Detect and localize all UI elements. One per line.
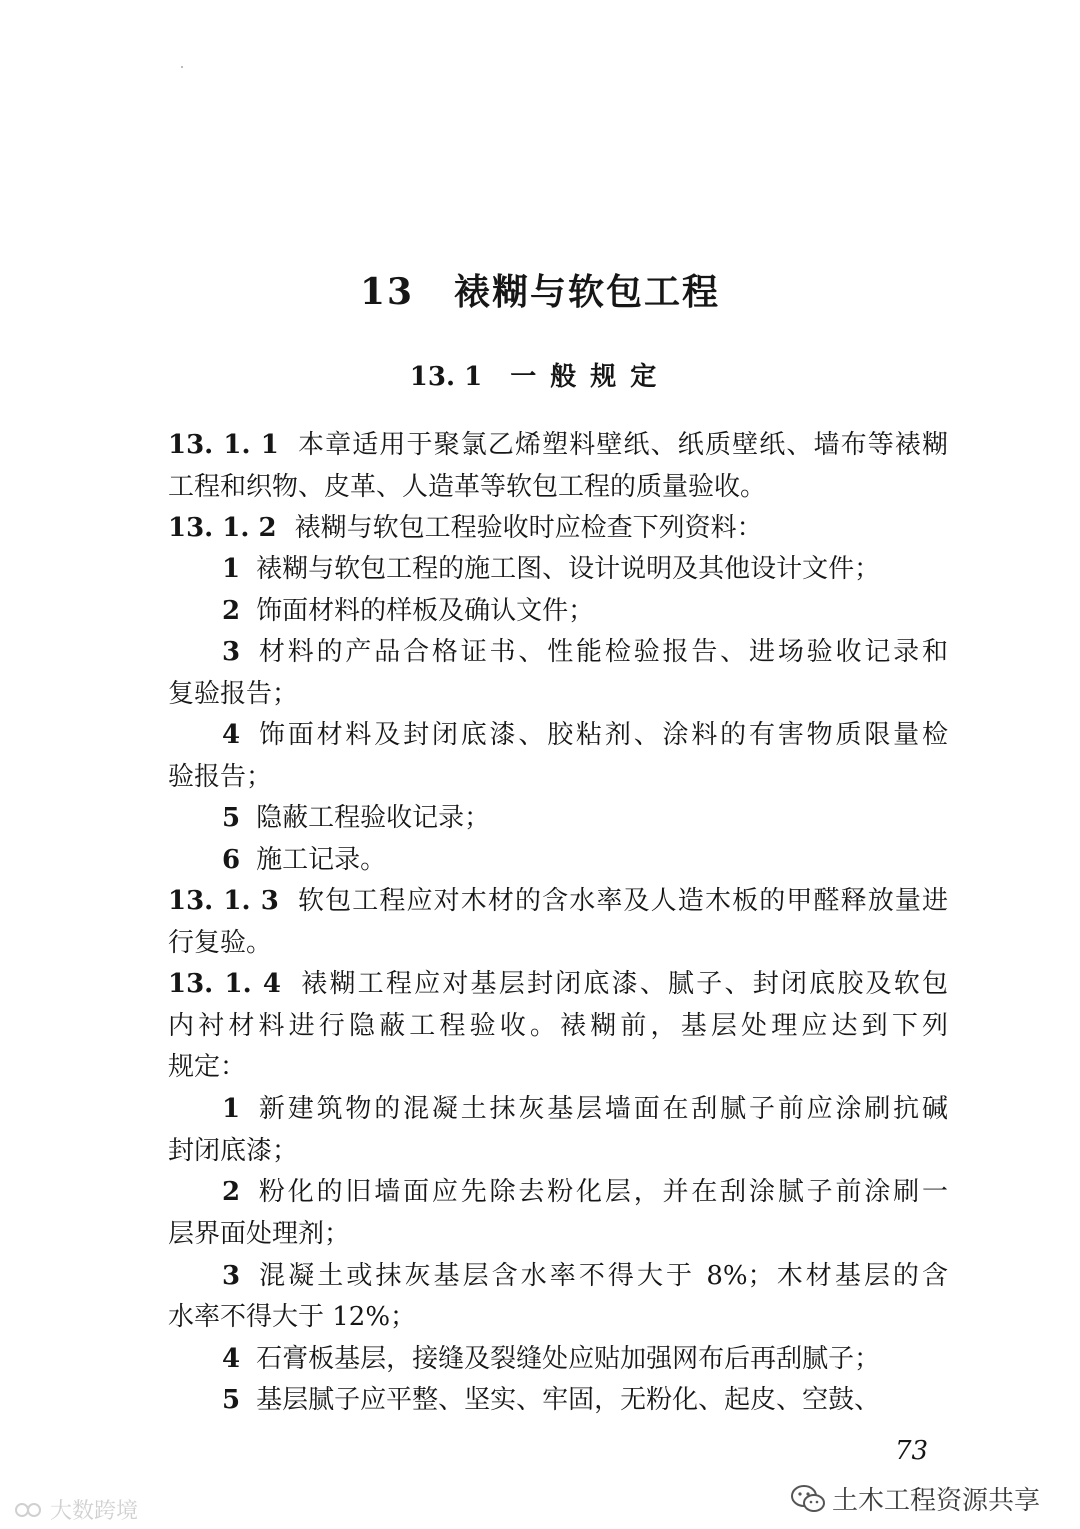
text-line [168,1297,948,1337]
text-line [168,1131,948,1171]
line-text: 裱糊与软包工程的施工图、设计说明及其他设计文件； [256,554,881,584]
text-line [168,923,948,963]
item-number: 2 [222,1177,241,1207]
line-text: 工程和织物、皮革、人造革等软包工程的质量验收。 [168,472,767,502]
line-text: 行复验。 [168,928,273,958]
line-text: 封闭底漆； [168,1136,299,1166]
logo-icon [14,1499,44,1521]
item-number: 3 [222,637,241,667]
chapter-title [0,264,1080,315]
section-title [0,356,1080,393]
list-item-line [222,1256,948,1296]
clause-number: 13. 1. 4 [168,969,282,999]
line-text: 软包工程应对木材的含水率及人造木板的甲醛释放量进 [296,886,948,916]
line-text: 混凝土或抹灰基层含水率不得大于 8%；木材基层的含 [256,1261,948,1291]
line-text: 粉化的旧墙面应先除去粉化层，并在刮涂腻子前涂刷一 [256,1177,948,1207]
line-text: 新建筑物的混凝土抹灰基层墙面在刮腻子前应涂刷抗碱 [256,1094,948,1124]
section-number: 13. 1 [409,362,483,392]
item-number: 5 [222,803,241,833]
line-text: 层界面处理剂； [168,1219,351,1249]
line-text: 材料的产品合格证书、性能检验报告、进场验收记录和 [256,637,948,667]
item-number: 4 [222,720,241,750]
line-text: 裱糊与软包工程验收时应检查下列资料： [294,513,763,543]
wechat-icon [790,1484,826,1514]
line-text: 裱糊工程应对基层封闭底漆、腻子、封闭底胶及软包 [299,969,948,999]
line-text: 水率不得大于 12%； [168,1302,417,1332]
list-item-line [222,1089,948,1129]
item-number: 1 [222,554,241,584]
text-line [168,1006,948,1046]
clause-number: 13. 1. 1 [168,430,279,460]
line-text: 复验报告； [168,679,299,709]
item-number: 5 [222,1385,241,1415]
text-line [168,757,948,797]
item-number: 3 [222,1261,241,1291]
item-number: 6 [222,845,241,875]
list-item-line [222,715,948,755]
list-item-line [222,1380,948,1420]
line-text: 基层腻子应平整、坚实、牢固，无粉化、起皮、空鼓、 [256,1385,881,1415]
clause-line [168,425,948,465]
line-text: 规定： [168,1052,247,1082]
wechat-account-name: 土木工程资源共享 [832,1486,1041,1516]
text-line [168,1047,948,1087]
page-number: 73 [895,1436,929,1466]
source-watermark-text: 大数跨境 [50,1499,139,1524]
list-item-line [222,798,948,838]
section-name: 一般规定 [510,362,671,392]
line-text: 隐蔽工程验收记录； [256,803,491,833]
wechat-watermark [790,1480,1040,1517]
line-text: 验报告； [168,762,273,792]
line-text: 本章适用于聚氯乙烯塑料壁纸、纸质壁纸、墙布等裱糊 [296,430,948,460]
scan-speck [181,66,183,68]
list-item-line [222,591,948,631]
chapter-number: 13 [359,271,415,313]
list-item-line [222,549,948,589]
text-line [168,467,948,507]
clause-number: 13. 1. 3 [168,886,279,916]
line-text: 内衬材料进行隐蔽工程验收。裱糊前，基层处理应达到下列 [168,1011,948,1041]
clause-number: 13. 1. 2 [168,513,277,543]
source-watermark [14,1494,138,1525]
clause-line [168,508,948,548]
line-text: 饰面材料及封闭底漆、胶粘剂、涂料的有害物质限量检 [256,720,948,750]
list-item-line [222,632,948,672]
line-text: 施工记录。 [256,845,387,875]
item-number: 2 [222,596,241,626]
text-line [168,1214,948,1254]
text-line [168,674,948,714]
line-text: 饰面材料的样板及确认文件； [256,596,595,626]
chapter-name: 裱糊与软包工程 [454,271,721,313]
list-item-line [222,840,948,880]
item-number: 1 [222,1094,241,1124]
clause-line [168,964,948,1004]
line-text: 石膏板基层，接缝及裂缝处应贴加强网布后再刮腻子； [256,1344,881,1374]
item-number: 4 [222,1344,241,1374]
clause-line [168,881,948,921]
list-item-line [222,1339,948,1379]
list-item-line [222,1172,948,1212]
